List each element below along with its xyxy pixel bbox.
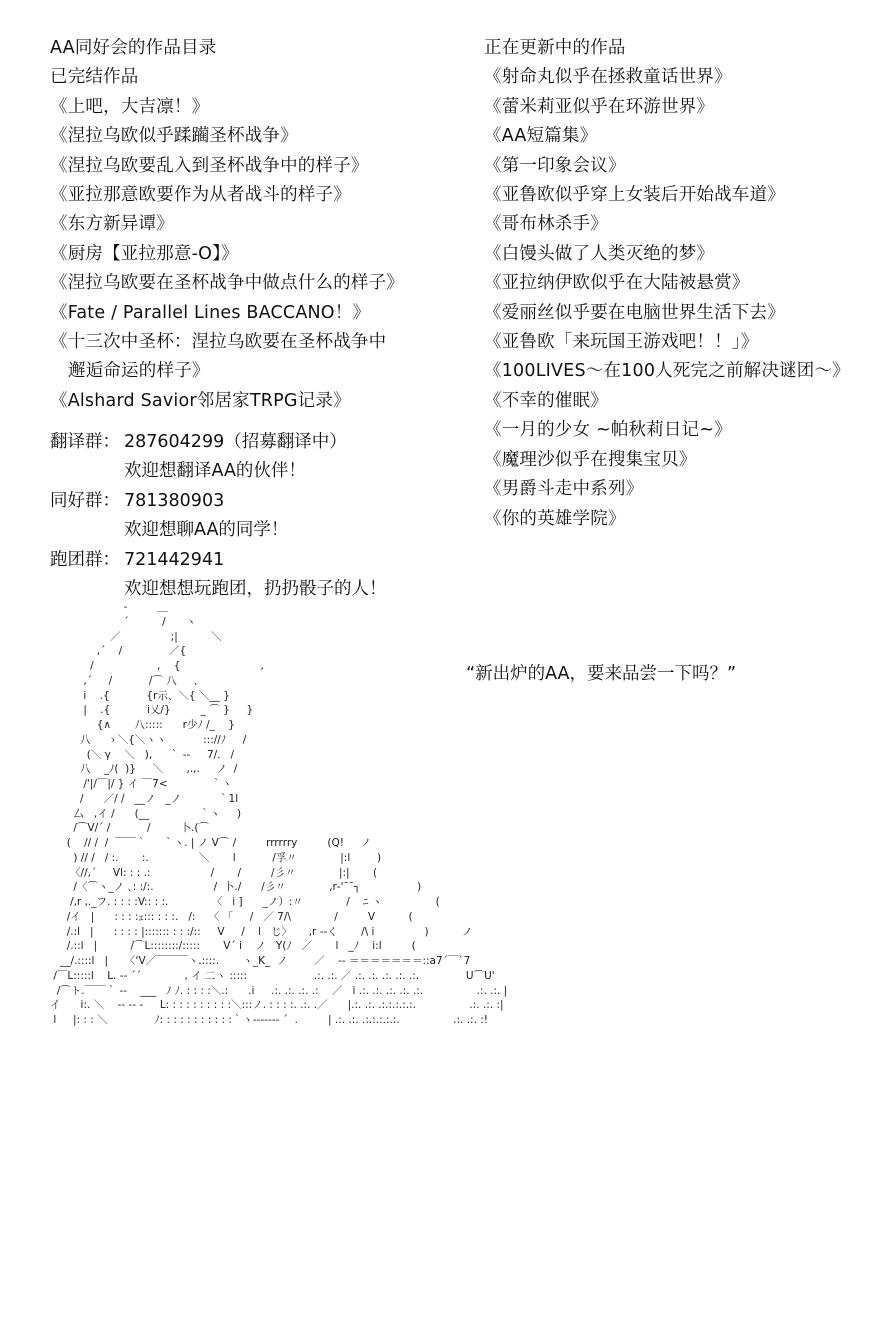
ongoing-work-item: 《你的英雄学院》 xyxy=(484,508,626,529)
group-number: 721442941 xyxy=(124,549,225,570)
ongoing-work-item: 《不幸的催眠》 xyxy=(484,390,608,411)
group-label: 跑团群： xyxy=(50,549,120,570)
ascii-art-illustration xyxy=(40,600,870,1130)
ongoing-works-column xyxy=(484,34,884,534)
contact-groups xyxy=(50,428,470,604)
group-label: 翻译群： xyxy=(50,432,120,452)
completed-work-item: 《Alshard Savior邻居家TRPG记录》 xyxy=(50,390,351,411)
translation-group-row xyxy=(50,428,470,457)
ongoing-work-item: 《亚拉纳伊欧似乎在大陆被悬赏》 xyxy=(484,273,750,294)
completed-work-item: 《亚拉那意欧要作为从者战斗的样子》 xyxy=(50,185,351,206)
completed-work-item: 《Fate / Parallel Lines BACCANO！》 xyxy=(50,302,371,323)
ongoing-work-item: 《白馒头做了人类灭绝的梦》 xyxy=(484,243,715,264)
ongoing-work-item: 《亚鲁欧似乎穿上女装后开始战车道》 xyxy=(484,185,785,206)
ongoing-work-item: 《男爵斗走中系列》 xyxy=(484,479,644,500)
ongoing-work-item: 《100LIVES～在100人死完之前解决谜团～》 xyxy=(484,361,850,382)
completed-work-item: 《涅拉乌欧要乱入到圣杯战争中的样子》 xyxy=(50,155,369,176)
ongoing-work-item: 《魔理沙似乎在搜集宝贝》 xyxy=(484,449,697,470)
group-number: 781380903 xyxy=(124,490,225,511)
completed-works-column xyxy=(50,34,460,416)
group-number: 287604299（招募翻译中） xyxy=(124,432,347,452)
catalog-header: AA同好会的作品目录 xyxy=(50,38,217,58)
group-label: 同好群： xyxy=(50,490,120,511)
speech-quote: “新出炉的AA，要来品尝一下吗？” xyxy=(466,664,737,684)
completed-work-item: 《涅拉乌欧似乎蹂躏圣杯战争》 xyxy=(50,126,298,147)
ongoing-work-item: 《哥布林杀手》 xyxy=(484,214,608,235)
ongoing-work-item: 《爱丽丝似乎要在电脑世界生活下去》 xyxy=(484,302,785,323)
ongoing-work-item: 《蕾米莉亚似乎在环游世界》 xyxy=(484,96,715,117)
fan-group-row xyxy=(50,487,470,516)
ongoing-work-item: 《亚鲁欧「来玩国王游戏吧！！」》 xyxy=(484,332,759,353)
completed-work-item-continuation: 邂逅命运的样子》 xyxy=(68,361,210,382)
completed-work-item: 《厨房【亚拉那意-O】》 xyxy=(50,243,239,264)
completed-works-header: 已完结作品 xyxy=(50,67,139,88)
group-welcome: 欢迎想想玩跑团，扔扔骰子的人！ xyxy=(124,579,387,600)
trpg-group-row xyxy=(50,546,470,575)
completed-work-item: 《东方新异谭》 xyxy=(50,214,174,235)
ongoing-work-item: 《一月的少女 ~帕秋莉日记~》 xyxy=(484,420,732,441)
ongoing-works-header: 正在更新中的作品 xyxy=(484,38,626,58)
ongoing-work-item: 《AA短篇集》 xyxy=(484,126,598,147)
ongoing-work-item: 《射命丸似乎在拯救童话世界》 xyxy=(484,67,732,88)
ascii-art-text: ‐ ＿ ´ / ヽ ／ ;| ＼ ,´ / ／{ / , { , ,´ / /⌒ 八 、 i .{ {r示、＼{ ＼__ } | .{ i乂/} _ ⌒ } } {∧ 八::::: r少ﾉ /_ } 八 ゝ＼{＼ヽヽ ::://ﾉ / (＼ γ ＼ ), ｀ ‐‐ 7/. / 八 _ﾉ( )} ＼ ,.,. ノ / ∕'|/￣|/ } イ ￣7< ｀ヽ / ／/ / __ノ _ノ ｀1l 厶 ,イ / (__ ｀ヽ ) /⌒V/´ / / 卜.(⌒ ( // / / ￣￣｀ ｀ヽ. | ノ V⌒ / rrrrrry (Q! ノ ) // / / :. :. ＼ l /孚〃 |:l ) 〈//,´ Vl: : : .: / / /彡〃 |:| ( /〈⌒ヽ_ノ ､: :/:. / 卜./ /彡〃 ,r‐'¯¯┐ ) /,r ,._フ. : : : :V:: : :. 〈 i ] _ノ）:〃 / ﾆ ヽ ( /イ | : : : :ｪ::: : : :. /: 〈 「 / ／ 7/\ / V ( /.:l | : : : : |::::::: : : :/:: V / l じ〉 ,r ‐‐く /\ i ) ノ /.::l | /⌒L::::::::/::::: V´ i ノ Y(ﾉ ／ l _ﾉ i:l ( __/.::::l | 〈‘V／￣￣￣ヽ.::::. ヽ_K_ ノ ／ ‐‐ ＝＝＝＝＝＝＝::a7´￣`7 /￣L:::::l L. ‐‐ ´´ , イ 二ヽ ::::: .:. .:. ／ .:. .:. .:. .:. .:. U⌒U' /⌒ト.￣￣｀ ‐‐ ___ ﾉ ﾉ. : : : :＼.: .i .:. .:. .:. .: ／ i .:. .:. .:. .:. .:. .:. .:. | イ i:. ＼ ‐‐ ‐‐ ‐ L: : : : : : : : : :＼:::ノ. : : : :. .:. .／ |.:. .:. .:.:.:.:.:. .:. .:. :| l |: : : ＼ ﾉ: : : : : : : : : : :｀ヽ‐‐‐‐‐‐‐ ´ . | .:. .:. .:.:.:.:.:. .:. .:. :! xyxy=(50,601,508,1026)
completed-work-item: 《十三次中圣杯：涅拉乌欧要在圣杯战争中 xyxy=(50,332,387,353)
group-welcome: 欢迎想聊AA的同学！ xyxy=(124,520,289,541)
completed-work-item: 《上吧，大吉凛！》 xyxy=(50,96,210,117)
ongoing-work-item: 《第一印象会议》 xyxy=(484,155,626,176)
completed-work-item: 《涅拉乌欧要在圣杯战争中做点什么的样子》 xyxy=(50,273,404,294)
group-welcome: 欢迎想翻译AA的伙伴！ xyxy=(124,461,306,482)
